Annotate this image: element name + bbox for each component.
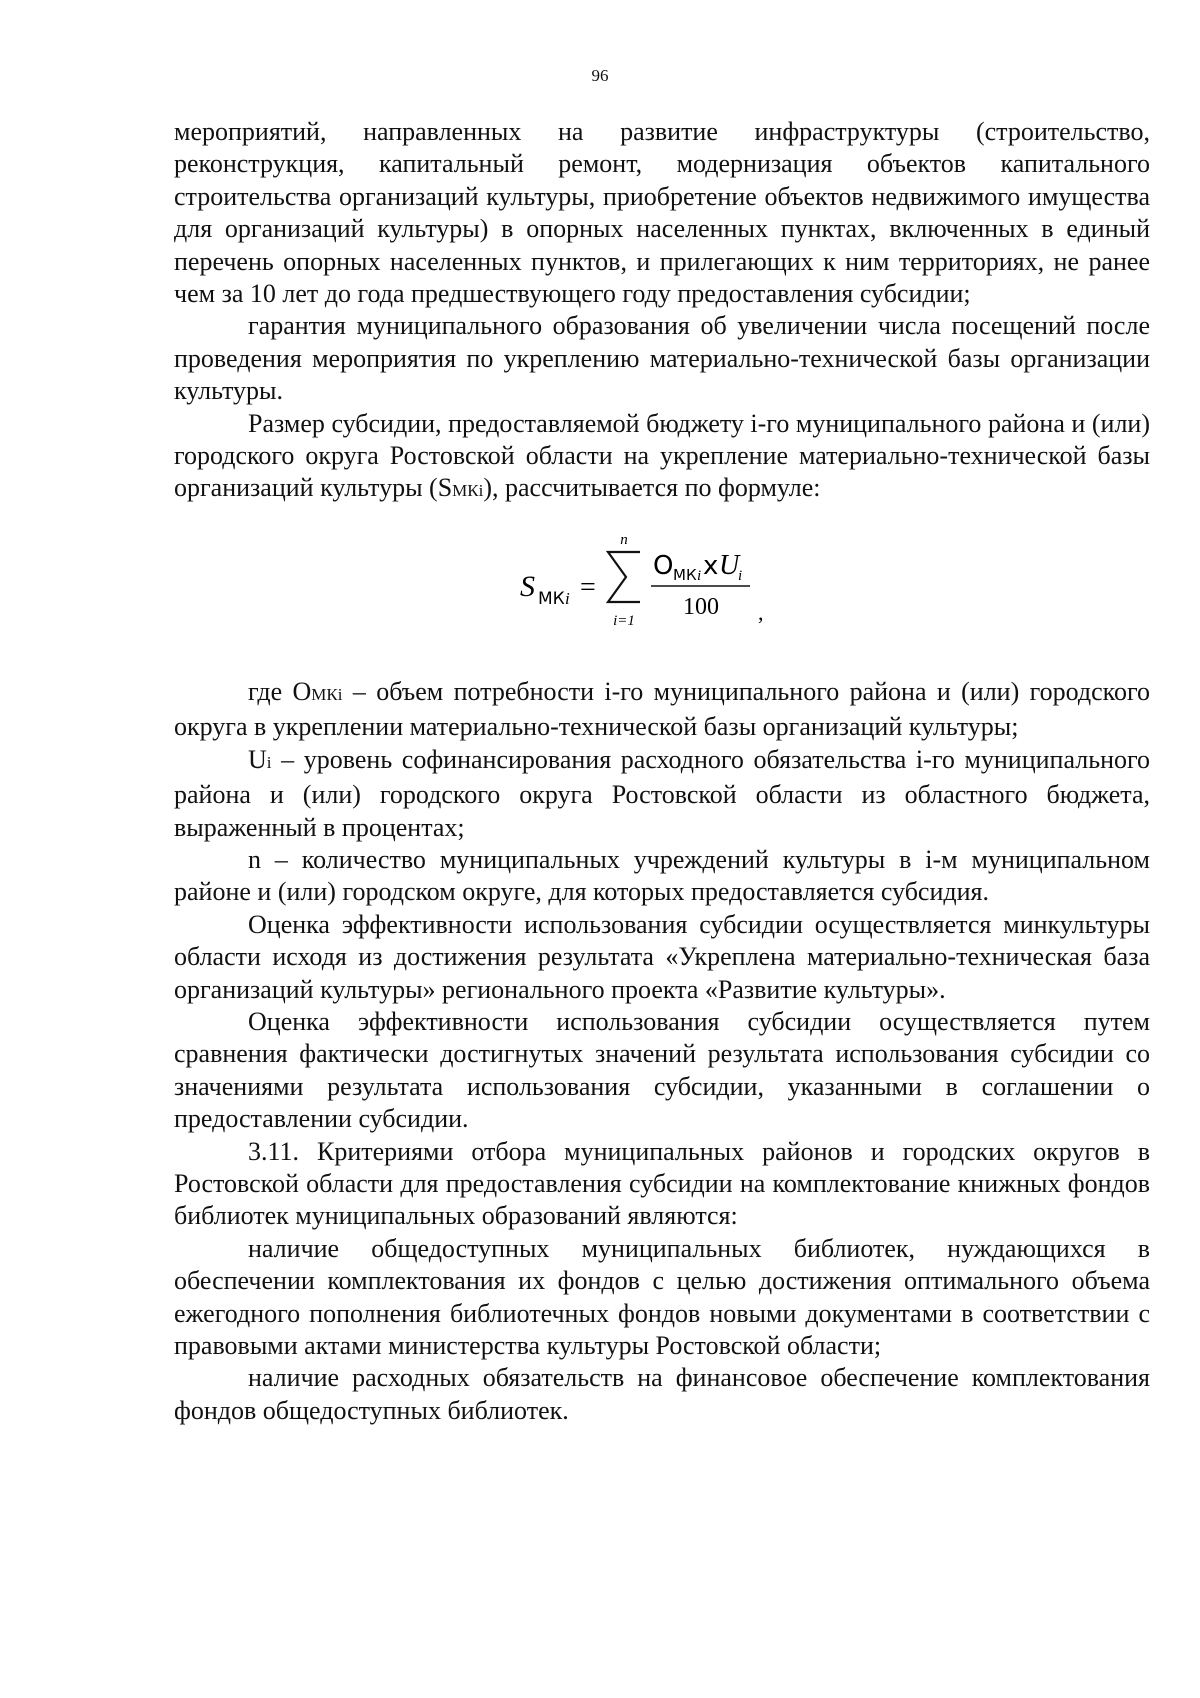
formula-lhs-symbol: S [520, 569, 535, 603]
page-number: 96 [591, 66, 609, 85]
paragraph-continuation: мероприятий, направленных на развитие инфраструктуры (строительство, реконструкция, капитальный ремонт, модернизация объектов капитального строительства организаций культуры, приобретение объектов недвижимого имущества для организаций культуры) в опорных населенных пунктах, включенных в единый перечень опорных населенных пунктов, и прилегающих к ним территориях, не ранее чем за 10 лет до года предшествующего году предоставления субсидии; [174, 117, 1150, 309]
formula-intro-tail: ), рассчитывается по формуле: [483, 473, 821, 503]
formula-graphic [520, 528, 780, 638]
formula-lhs-index: i [565, 588, 570, 608]
paragraph-efficiency-method: Оценка эффективности использования субсидии осуществляется путем сравнения фактически достигнутых значений результата использования субсидии со значениями результата использования субсидии, указанными в соглашении о предоставлении субсидии. [174, 1006, 1150, 1134]
formula-intro-subscript: МКi [452, 481, 484, 501]
document-body [174, 116, 1150, 1427]
formula-numerator-factor-index: i [738, 567, 743, 584]
definition-omki [174, 676, 1150, 744]
formula-lhs-subscript: МК [538, 588, 565, 609]
definitions-prefix: где [248, 676, 293, 706]
definition-symbol: n [248, 844, 261, 874]
definition-subscript: i [266, 752, 272, 772]
paragraph-efficiency-assessment: Оценка эффективности использования субсидии осуществляется минкультуры области исходя из достижения результата «Укреплена материально-техническая база организаций культуры» регионального проекта «Развитие культуры». [174, 909, 1150, 1004]
paragraph-criterion-libraries: наличие общедоступных муниципальных библиотек, нуждающихся в обеспечении комплектования их фондов с целью достижения оптимального объема ежегодного пополнения библиотечных фондов новыми документами в соответствии с правовыми актами министерства культуры Ростовской области; [174, 1233, 1150, 1360]
formula-numerator-symbol: О [653, 550, 674, 581]
formula-sum-upper: n [620, 531, 628, 548]
paragraph-formula-intro [174, 408, 1150, 508]
formula-times: x [703, 550, 719, 581]
formula-numerator-subscript: МК [673, 565, 697, 584]
definition-text: – уровень софинансирования расходного обязательства i-го муниципального района и (или) городского округа Ростовской области из областного бюджета, выраженный в процентах; [174, 744, 1150, 842]
definition-text: – объем потребности i-го муниципального района и (или) городского округа в укреплении материально-технической базы организаций культуры; [174, 676, 1150, 742]
paragraph-criterion-obligations: наличие расходных обязательств на финансовое обеспечение комплектования фондов общедоступных библиотек. [174, 1363, 1150, 1425]
definition-n [174, 844, 1150, 909]
formula-intro-text: Размер субсидии, предоставляемой бюджету i-го муниципального района и (или) городского округа Ростовской области на укрепление материально-технической базы организаций культуры (S [174, 408, 1150, 503]
paragraph-guarantee: гарантия муниципального образования об увеличении числа посещений после проведения мероприятия по укреплению материально-технической базы организации культуры. [174, 311, 1150, 406]
formula-sum-lower: i=1 [613, 612, 635, 629]
definition-symbol: О [292, 676, 312, 706]
formula-numerator-index: i [697, 567, 702, 584]
formula-denominator: 100 [683, 593, 719, 620]
formula-trailing: , [758, 599, 764, 625]
formula-numerator-factor: U [719, 549, 740, 581]
definition-ui [174, 744, 1150, 844]
sum-sign-icon [608, 552, 640, 602]
definition-text: – количество муниципальных учреждений культуры в i-м муниципальном районе и (или) городском округе, для которых предоставляется субсидия. [174, 844, 1150, 907]
subsidy-formula [174, 528, 1150, 638]
paragraph-section-3-11: 3.11. Критериями отбора муниципальных районов и городских округов в Ростовской области для предоставления субсидии на комплектование книжных фондов библиотек муниципальных образований являются: [174, 1136, 1150, 1231]
formula-equals: = [580, 571, 596, 603]
definition-symbol: U [248, 744, 267, 774]
definition-subscript: МКi [311, 684, 343, 704]
